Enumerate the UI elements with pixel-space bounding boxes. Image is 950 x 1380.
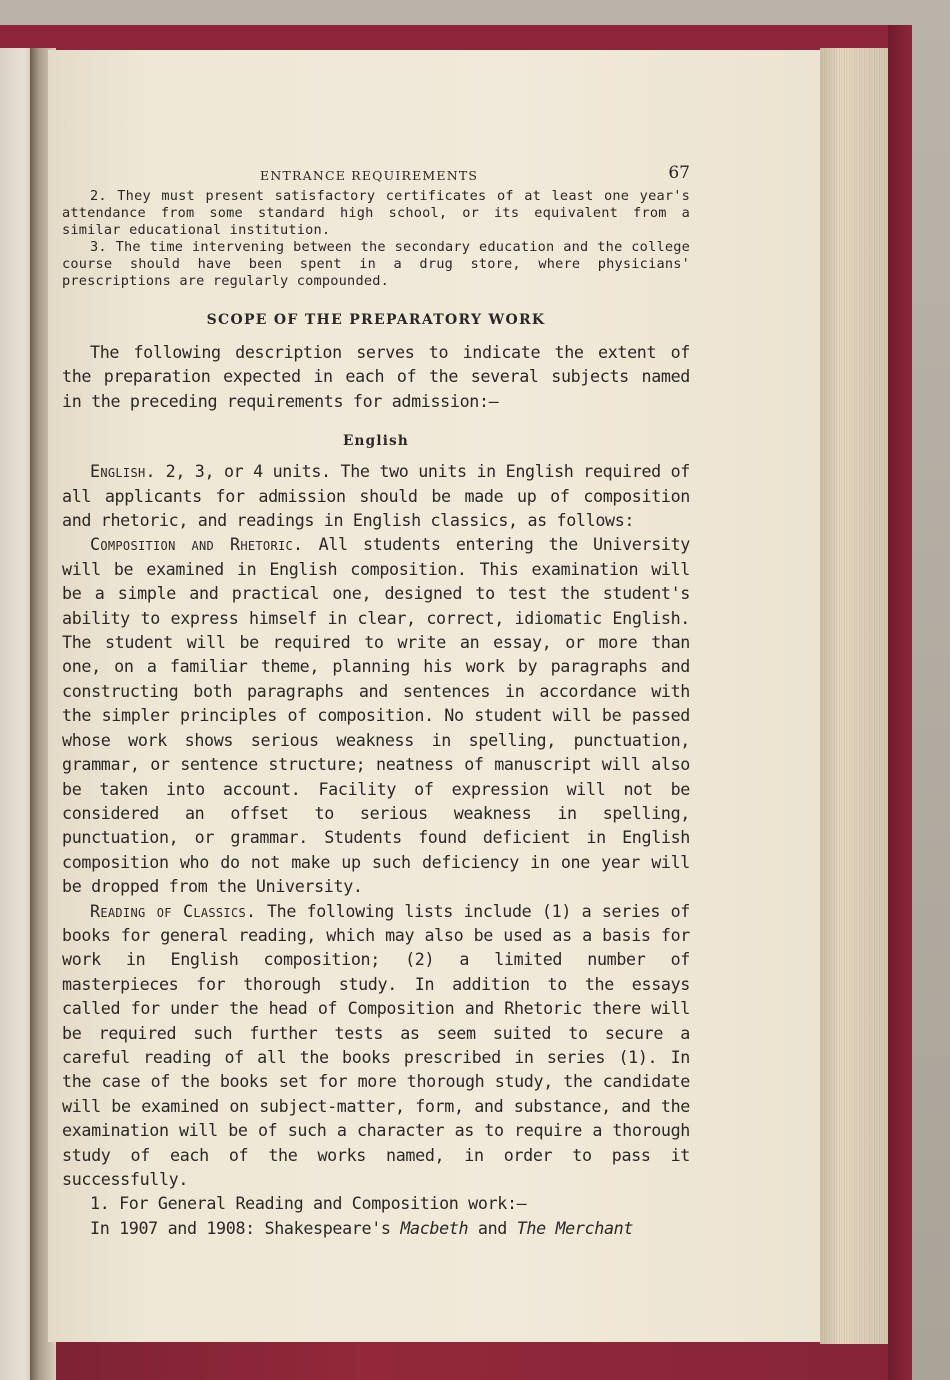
composition-paragraph	[62, 532, 690, 898]
page-edges-shade	[820, 48, 890, 1344]
composition-label: Composition and Rhetoric.	[90, 534, 304, 555]
reading-text: The following lists include (1) a series of books for general reading, which may also be used as a basis for work in English composition; (2) a limited number of masterpieces for thorough study. In addition to the essays called for under the head of Composition and Rhetoric there will be required such further tests as seem suited to secure a careful reading of all the books prescribed in series (1). In the case of the books set for more thorough study, the candidate will be examined on subject-matter, form, and substance, and the examination will be of such a character as to require a thorough study of each of the works named, in order to pass it successfully.	[62, 900, 691, 1189]
general-reading-line: 1. For General Reading and Composition work:—	[90, 1193, 527, 1214]
running-title: ENTRANCE REQUIREMENTS	[260, 168, 479, 183]
english-subheading: English	[342, 433, 409, 450]
years-prefix: In 1907 and 1908: Shakespeare's	[90, 1217, 391, 1238]
requirement-2: 2. They must present satisfactory certificates of at least one year's attendance from some standard high school, or its equivalent from a similar educational institution.	[62, 188, 690, 238]
title-merchant: The Merchant	[516, 1217, 634, 1238]
reading-paragraph	[62, 899, 690, 1192]
page-number: 67	[668, 163, 690, 183]
english-paragraph	[62, 459, 690, 532]
english-text: 2, 3, or 4 units. The two units in English required of all applicants for admission should be made up of composition and rhetoric, and readings in English classics, as follows:	[62, 461, 691, 531]
and-word: and	[477, 1217, 507, 1238]
cover-top-edge	[0, 25, 912, 53]
intro-paragraph: The following description serves to indicate the extent of the preparation expected in each of the several subjects named in the preceding requirements for admission:—	[62, 342, 690, 411]
section-heading: SCOPE OF THE PREPARATORY WORK	[206, 312, 546, 328]
english-label: English.	[90, 461, 156, 482]
running-head	[62, 160, 690, 188]
cover-right-edge	[888, 25, 912, 1380]
requirement-3: 3. The time intervening between the secondary education and the college course should have been spent in a drug store, where physicians' prescriptions are regularly compounded.	[62, 239, 690, 289]
page-text	[62, 160, 690, 1240]
left-page-fragment	[0, 48, 34, 1380]
years-line	[62, 1216, 690, 1240]
reading-label: Reading of Classics.	[90, 900, 257, 921]
title-macbeth: Macbeth	[400, 1217, 469, 1238]
composition-text: All students entering the University will be examined in English composition. This examination will be a simple and practical one, designed to test the student's ability to express himself in clear, correct, idiomatic English. The student will be required to write an essay, or more than one, on a familiar theme, planning his work by paragraphs and constructing both paragraphs and sentences in accordance with the simpler principles of composition. No student will be passed whose work shows serious weakness in spelling, punctuation, grammar, or sentence structure; neatness of manuscript will also be taken into account. Facility of expression will not be considered an offset to serious weakness in spelling, punctuation, or grammar. Students found deficient in English composition who do not make up such deficiency in one year will be dropped from the University.	[62, 534, 690, 897]
